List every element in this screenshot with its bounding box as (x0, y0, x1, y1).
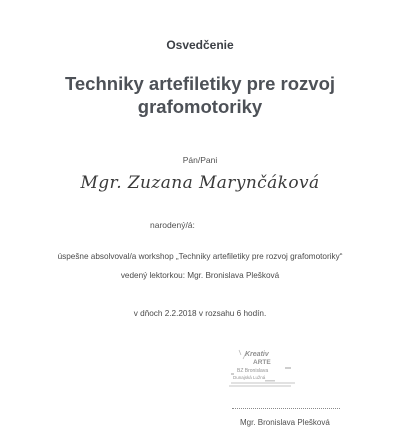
stamp-line-3: BZ Bronislava (237, 368, 269, 374)
signature-line (232, 408, 340, 409)
stamp-line-1: Kreativ (245, 351, 269, 358)
salutation: Pán/Pani (182, 155, 218, 165)
signer-name: Mgr. Bronislava Plešková (240, 418, 330, 427)
lecturer-text: vedený lektorkou: Mgr. Bronislava Plešková (120, 271, 280, 280)
recipient-name: Mgr. Zuzana Marynčáková (80, 173, 320, 193)
title-line-1: Techniky artefiletiky pre rozvoj (64, 73, 336, 94)
completion-text: úspešne absolvoval/a workshop „Techniky artefiletiky pre rozvoj grafomotoriky“ (57, 252, 343, 261)
stamp-graphic (225, 347, 305, 391)
title-line-2: grafomotoriky (137, 96, 263, 117)
born-label: narodený/á: (150, 220, 195, 230)
date-text: v dňoch 2.2.2018 v rozsahu 6 hodín. (133, 309, 267, 318)
organization-stamp (225, 347, 305, 391)
certificate-heading: Osvedčenie (166, 38, 234, 52)
stamp-line-2: ARTE (253, 359, 271, 366)
stamp-line-4: Dunajská Lužná (233, 375, 266, 380)
certificate-title (0, 72, 400, 118)
